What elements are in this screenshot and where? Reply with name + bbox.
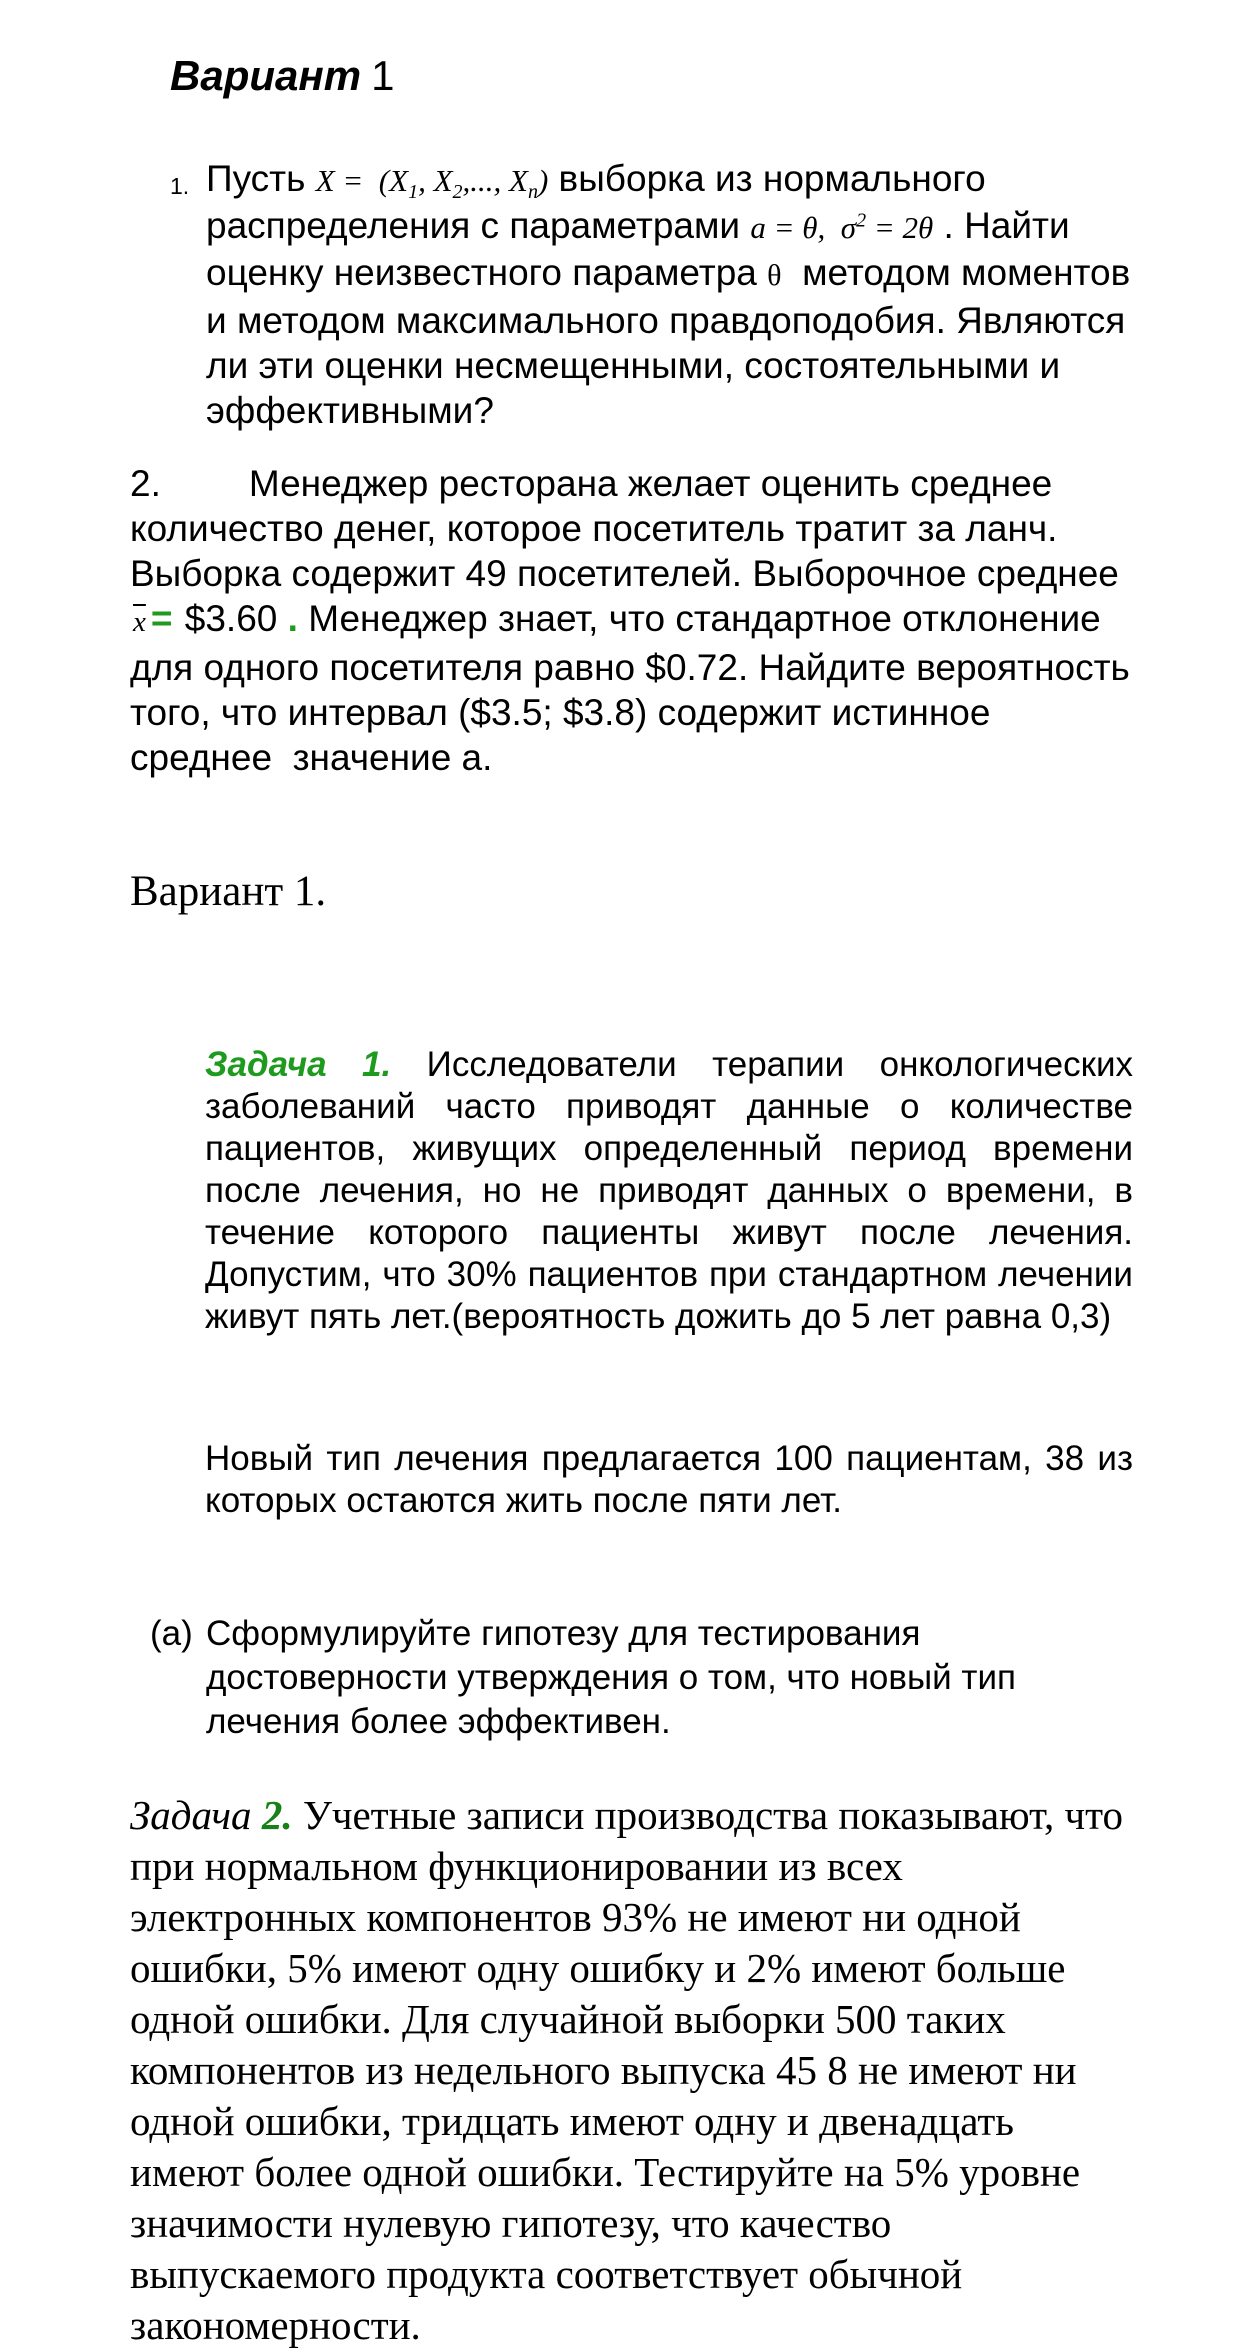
x-bar-symbol: $\overline{x}$: [133, 606, 146, 638]
task-1-block: [205, 960, 1143, 1606]
problem-1-text-b: . Найти оценку неизвестного параметра: [206, 205, 1080, 293]
task-1-item-a: [150, 1612, 1142, 1744]
page-title: [170, 52, 1142, 100]
problem-2-text-a: Менеджер ресторана желает оценить среднее количество денег, которое посетитель тратит за ланч. Выборка содержит 49 посетителей. Выборочное среднее: [130, 463, 1130, 594]
problem-2-marker: 2.: [130, 463, 161, 504]
title-word: Вариант: [170, 52, 362, 99]
task-1-paragraph-1: [205, 1044, 1143, 1338]
task-2-label: Задача: [130, 1792, 262, 1838]
section-heading-variant: Вариант 1.: [130, 868, 327, 915]
equals-sign-green: =: [150, 598, 173, 639]
formula-sample: $X = (X_1$, $X_2$,..., $X_n$): [315, 163, 549, 204]
task-2-number: 2.: [261, 1792, 293, 1838]
problem-1-marker: 1.: [170, 173, 190, 199]
task-1-paragraph-2: Новый тип лечения предлагается 100 пациентам, 38 из которых остаются жить после пяти лет.: [205, 1439, 1143, 1520]
problem-1-text-c: методом моментов и методом максимального правдоподобия. Являются ли эти оценки несмещенными, состоятельными и эффективными?: [206, 252, 1141, 431]
problem-2-amount: $3.60: [174, 598, 288, 639]
task-2-paragraph: [130, 1790, 1138, 2351]
formula-parameters: a = θ, $\sigma^2 = 2\theta$: [750, 209, 934, 245]
task-1-label: Задача 1.: [205, 1045, 392, 1084]
item-a-marker: (а): [150, 1614, 193, 1653]
title-number: 1: [371, 52, 395, 99]
problem-2-text-b: Менеджер знает, что стандартное отклонение для одного посетителя равно $0.72. Найдите вероятность того, что интервал ($3.5; $3.8) содержит истинное среднее значение а.: [130, 598, 1141, 778]
task-2-text: Учетные записи производства показывают, что при нормальном функционировании из всех электронных компонентов 93% не имеют ни одной ошибки, 5% имеют одну ошибку и 2% имеют больше одной ошибки. Для случайной выборки 500 таких компонентов из недельного выпуска 45 8 не имеют ни одной ошибки, тридцать имеют одну и двенадцать имеют более одной ошибки. Тестируйте на 5% уровне значимости нулевую гипотезу, что качество выпускаемого продукта соответствует обычной закономерности.: [130, 1792, 1134, 2348]
problem-1: [170, 156, 1142, 433]
green-period: .: [287, 598, 298, 639]
theta-symbol: θ: [767, 259, 782, 292]
problem-1-intro: Пусть: [206, 158, 316, 199]
task-1-text: Исследователи терапии онкологических заболеваний часто приводят данные о количестве пациентов, живущих определенный период времени после лечения, но не приводят данных о времени, в течение которого пациенты живут после лечения. Допустим, что 30% пациентов при стандартном лечении живут пять лет.(вероятность дожить до 5 лет равна 0,3): [205, 1045, 1143, 1336]
problem-1-text-a: выборка из нормального распределения с параметрами: [206, 158, 996, 246]
problem-2: [130, 461, 1142, 780]
item-a-text: Сформулируйте гипотезу для тестирования достоверности утверждения о том, что новый тип лечения более эффективен.: [206, 1614, 1026, 1741]
problem-1-text: [206, 156, 1141, 433]
